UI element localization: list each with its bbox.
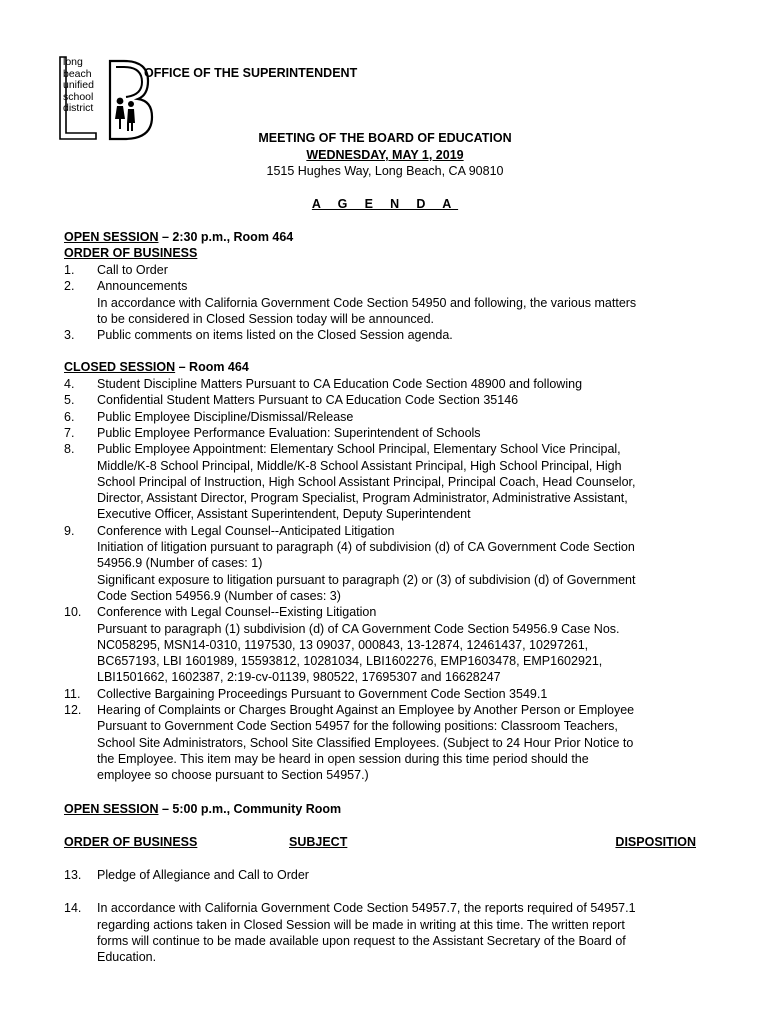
meeting-date: WEDNESDAY, MAY 1, 2019 <box>306 148 464 162</box>
item-text-line: Conference with Legal Counsel--Anticipated Litigation <box>97 523 395 538</box>
item-text-line: Education. <box>97 950 157 965</box>
item-text-line: Pursuant to paragraph (1) subdivision (d) of CA Government Code Section 54956.9 Case Nos. <box>97 621 620 636</box>
item-text-line: Middle/K-8 School Principal, Middle/K-8 School Assistant Principal, High School Principal, High <box>97 458 622 473</box>
section-label: OPEN SESSION <box>64 802 159 816</box>
item-text-line: employee so choose pursuant to Section 54957.) <box>97 768 369 783</box>
section-detail: – 2:30 p.m., Room 464 <box>158 230 294 244</box>
col-disposition: DISPOSITION <box>615 835 696 849</box>
agenda-heading: A G E N D A <box>311 197 459 211</box>
meeting-address: 1515 Hughes Way, Long Beach, CA 90810 <box>266 164 504 178</box>
item-text-line: Call to Order <box>97 263 168 277</box>
item-number: 11. <box>64 686 81 701</box>
item-text-line: School Principal of Instruction, High School Assistant Principal, Principal Coach, Head Counselor, <box>97 474 636 489</box>
logo-line: district <box>63 102 94 114</box>
item-number: 12. <box>64 703 82 717</box>
item-text-line: NC058295, MSN14-0310, 1197530, 13 09037, 000843, 13-12874, 12461437, 10297261, <box>97 637 589 652</box>
item-number: 2. <box>64 279 75 294</box>
office-title: OFFICE OF THE SUPERINTENDENT <box>144 66 358 80</box>
col-order-of-business: ORDER OF BUSINESS <box>64 835 198 849</box>
item-text-line: Confidential Student Matters Pursuant to CA Education Code Section 35146 <box>97 393 519 408</box>
meeting-title: MEETING OF THE BOARD OF EDUCATION <box>258 131 512 145</box>
item-text-line: Conference with Legal Counsel--Existing Litigation <box>97 605 377 620</box>
item-text-line: Director, Assistant Director, Program Specialist, Program Administrator, Administrative Assistant, <box>97 491 628 506</box>
section-label: OPEN SESSION <box>64 230 159 244</box>
item-text-line: Collective Bargaining Proceedings Pursuant to Government Code Section 3549.1 <box>97 686 548 701</box>
item-text-line: Public Employee Performance Evaluation: Superintendent of Schools <box>97 425 481 440</box>
item-text-line: Public Employee Discipline/Dismissal/Release <box>97 409 354 424</box>
item-text-line: regarding actions taken in Closed Session will be made in writing at this time. The written report <box>97 917 625 932</box>
item-text-line: In accordance with California Government Code Section 54950 and following, the various matters <box>97 295 637 310</box>
item-number: 6. <box>64 409 75 424</box>
item-text-line: Executive Officer, Assistant Superintendent, Deputy Superintendent <box>97 507 471 522</box>
item-text-line: Hearing of Complaints or Charges Brought Against an Employee by Another Person or Employee <box>97 703 635 717</box>
item-text-line: Announcements <box>97 279 188 294</box>
item-text-line: BC657193, LBI 1601989, 15593812, 10281034, LBI1602276, EMP1603478, EMP1602921, <box>97 654 603 669</box>
item-number: 4. <box>64 377 75 391</box>
item-text-line: In accordance with California Government Code Section 54957.7, the reports required of 54957.1 <box>97 901 636 916</box>
item-text-line: Pledge of Allegiance and Call to Order <box>97 868 309 882</box>
item-number: 10. <box>64 605 82 620</box>
item-text-line: Public Employee Appointment: Elementary School Principal, Elementary School Vice Principal, <box>97 442 621 457</box>
item-text-line: LBI1501662, 1602387, 2:19-cv-01139, 980522, 17695307 and 16628247 <box>97 670 501 685</box>
item-text-line: Code Section 54956.9 (Number of cases: 3) <box>97 588 341 603</box>
item-text-line: Pursuant to Government Code Section 54957 for the following positions: Classroom Teachers, <box>97 719 618 734</box>
logo-line: unified <box>63 79 94 91</box>
item-number: 7. <box>64 425 75 440</box>
item-number: 5. <box>64 393 75 408</box>
item-text-line: 54956.9 (Number of cases: 1) <box>97 556 263 571</box>
item-text-line: School Site Administrators, School Site Classified Employees. (Subject to 24 Hour Prior Notice to <box>97 735 634 750</box>
item-text-line: Significant exposure to litigation pursuant to paragraph (2) or (3) of subdivision (d) of Government <box>97 572 636 587</box>
item-number: 1. <box>64 263 75 277</box>
section-detail: – 5:00 p.m., Community Room <box>158 802 342 816</box>
item-text-line: Student Discipline Matters Pursuant to CA Education Code Section 48900 and following <box>97 377 583 391</box>
item-number: 13. <box>64 868 82 882</box>
item-number: 3. <box>64 328 75 343</box>
item-text-line: to be considered in Closed Session today will be announced. <box>97 311 435 326</box>
col-subject: SUBJECT <box>289 835 348 849</box>
open-session-1-heading <box>64 229 293 245</box>
open-session-2-heading <box>64 801 341 817</box>
item-text-line: forms will continue to be made available upon request to the Assistant Secretary of the Board of <box>97 933 626 948</box>
item-text-line: the Employee. This item may be heard in open session during this time period should the <box>97 751 589 766</box>
item-number: 14. <box>64 901 82 916</box>
closed-session-heading <box>64 359 249 375</box>
item-text-line: Initiation of litigation pursuant to paragraph (4) of subdivision (d) of CA Government Code Section <box>97 540 635 554</box>
logo-line: beach <box>63 67 92 80</box>
item-number: 8. <box>64 442 75 457</box>
section-detail: – Room 464 <box>175 360 249 374</box>
order-of-business-heading: ORDER OF BUSINESS <box>64 246 198 260</box>
logo-line: school <box>63 90 94 103</box>
section-label: CLOSED SESSION <box>64 360 176 374</box>
item-number: 9. <box>64 523 75 538</box>
item-text-line: Public comments on items listed on the Closed Session agenda. <box>97 328 453 343</box>
logo-line: long <box>63 56 83 68</box>
logo-wordmark <box>63 57 94 115</box>
